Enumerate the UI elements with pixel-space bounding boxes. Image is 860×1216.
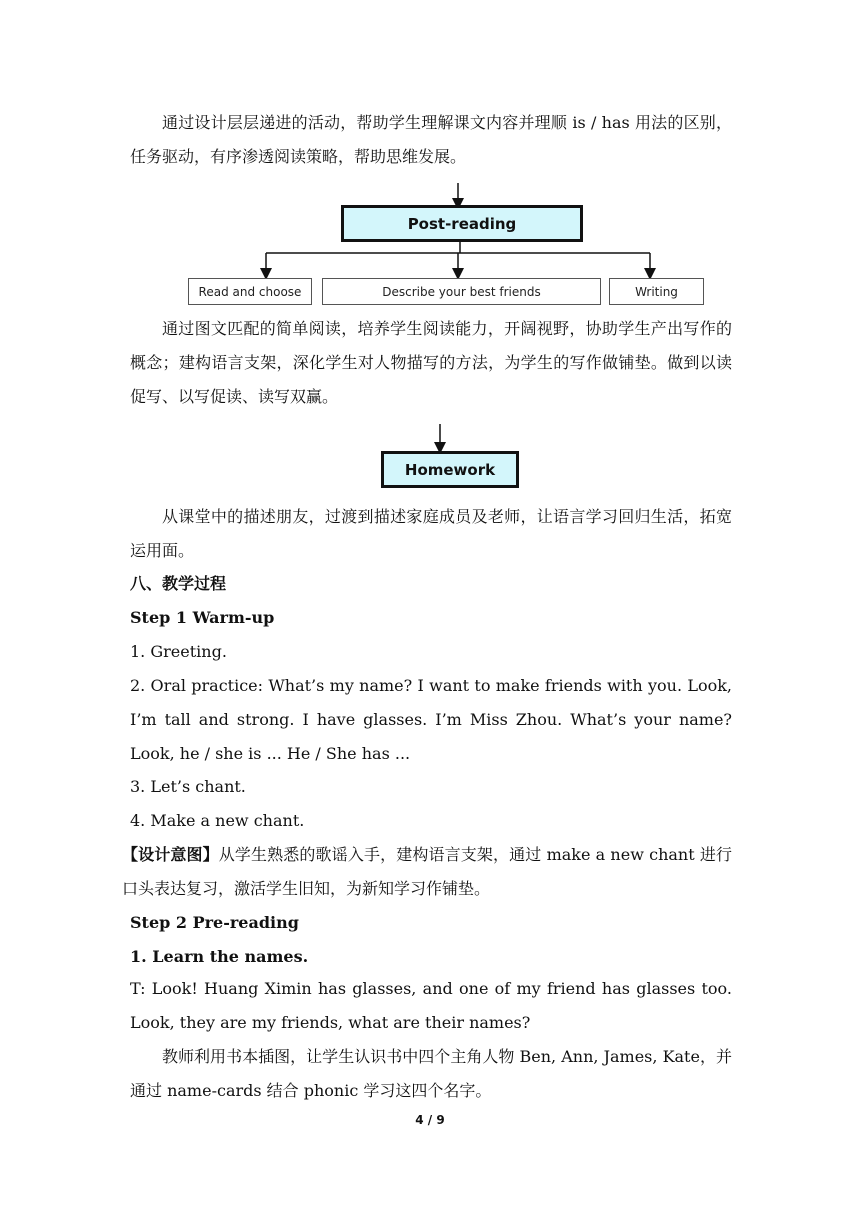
step1-item-1: 1. Greeting.	[130, 642, 227, 661]
step1-item-2: 2. Oral practice: What’s my name? I want to make friends with you. Look, I’m tall and strong. I have glasses. I’m Miss Zhou. What’s your name? Look, he / she is ... He / She has ...	[130, 676, 732, 763]
section-heading: 八、教学过程	[130, 574, 227, 593]
step1-item-4: 4. Make a new chant.	[130, 811, 305, 830]
read-and-choose-box: Read and choose	[188, 278, 312, 305]
writing-box: Writing	[609, 278, 704, 305]
step2-title: Step 2 Pre-reading	[130, 913, 299, 932]
post-reading-box: Post-reading	[341, 205, 583, 242]
paragraph-homework-intent: 从课堂中的描述朋友，过渡到描述家庭成员及老师，让语言学习回归生活，拓宽运用面。	[130, 507, 732, 560]
homework-arrow	[0, 0, 860, 460]
design-intent-text: 从学生熟悉的歌谣入手，建构语言支架，通过 make a new chant 进行口头表达复习，激活学生旧知，为新知学习作铺垫。	[122, 845, 732, 898]
paragraph-activity-intent: 通过设计层层递进的活动，帮助学生理解课文内容并理顺 is / has 用法的区别，任务驱动，有序渗透阅读策略，帮助思维发展。	[130, 113, 732, 166]
describe-best-friends-box: Describe your best friends	[322, 278, 601, 305]
homework-box: Homework	[381, 451, 519, 488]
paragraph-post-reading-intent: 通过图文匹配的简单阅读，培养学生阅读能力，开阔视野，协助学生产出写作的概念；建构语言支架，深化学生对人物描写的方法，为学生的写作做铺垫。做到以读促写、以写促读、读写双赢。	[130, 319, 732, 406]
step1-title: Step 1 Warm-up	[130, 608, 275, 627]
step2-subtitle: 1. Learn the names.	[130, 947, 309, 966]
design-intent-paragraph	[122, 838, 732, 906]
page-number: 4 / 9	[415, 1113, 445, 1127]
step2-dialogue: T: Look! Huang Ximin has glasses, and one of my friend has glasses too. Look, they are my friends, what are their names?	[130, 979, 732, 1032]
design-intent-label: 【设计意图】	[122, 845, 219, 864]
step1-item-3: 3. Let’s chant.	[130, 777, 246, 796]
step2-chinese-paragraph: 教师利用书本插图，让学生认识书中四个主角人物 Ben, Ann, James, Kate，并通过 name-cards 结合 phonic 学习这四个名字。	[130, 1047, 732, 1100]
